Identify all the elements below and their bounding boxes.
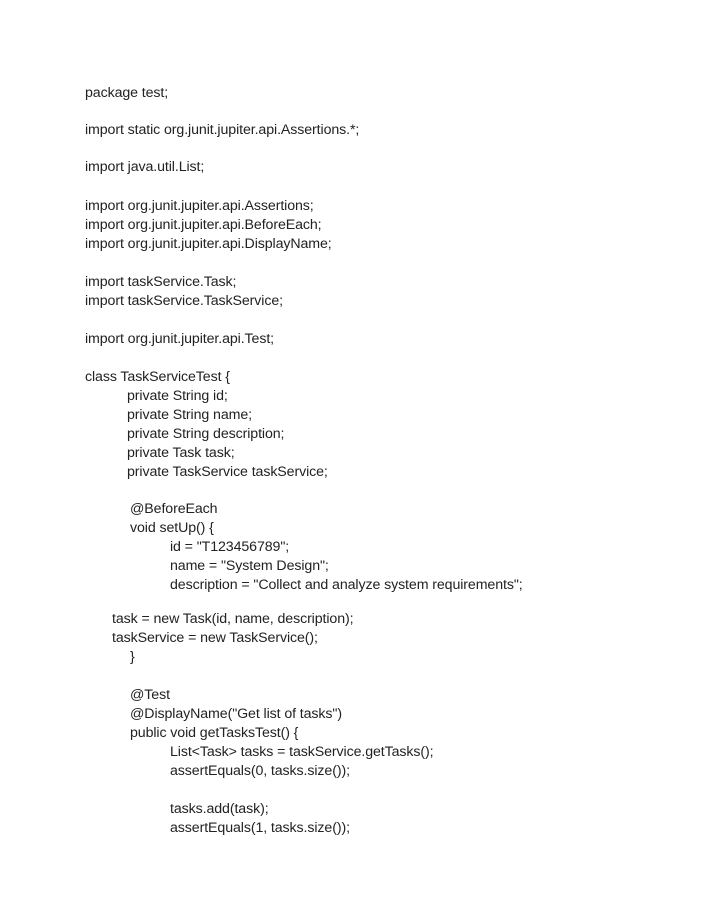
code-line: description = "Collect and analyze system requirements"; xyxy=(170,577,523,593)
code-line: @Test xyxy=(130,687,170,703)
code-line: taskService = new TaskService(); xyxy=(112,630,318,646)
code-line: import java.util.List; xyxy=(85,159,205,175)
code-line: import taskService.TaskService; xyxy=(85,293,283,309)
code-line: import org.junit.jupiter.api.Assertions; xyxy=(85,198,314,214)
code-line: private String id; xyxy=(127,388,228,404)
code-line: private String description; xyxy=(127,426,285,442)
code-line: } xyxy=(130,649,135,665)
code-line: assertEquals(0, tasks.size()); xyxy=(170,763,350,779)
code-line: private Task task; xyxy=(127,445,235,461)
code-line: List<Task> tasks = taskService.getTasks(); xyxy=(170,744,434,760)
code-line: @BeforeEach xyxy=(130,501,218,517)
code-line: import static org.junit.jupiter.api.Assertions.*; xyxy=(85,122,360,138)
code-line: import org.junit.jupiter.api.Test; xyxy=(85,331,275,347)
code-line: import taskService.Task; xyxy=(85,274,237,290)
code-line: void setUp() { xyxy=(130,520,214,536)
code-line: class TaskServiceTest { xyxy=(85,369,230,385)
code-line: import org.junit.jupiter.api.BeforeEach; xyxy=(85,217,322,233)
code-line: import org.junit.jupiter.api.DisplayName; xyxy=(85,236,332,252)
code-line: id = "T123456789"; xyxy=(170,539,290,555)
code-line: public void getTasksTest() { xyxy=(130,725,299,741)
code-line: name = "System Design"; xyxy=(170,558,329,574)
code-line: package test; xyxy=(85,85,169,101)
code-line: private String name; xyxy=(127,407,252,423)
code-line: tasks.add(task); xyxy=(170,801,269,817)
code-line: task = new Task(id, name, description); xyxy=(112,611,354,627)
code-line: assertEquals(1, tasks.size()); xyxy=(170,820,350,836)
code-line: private TaskService taskService; xyxy=(127,464,328,480)
code-line: @DisplayName("Get list of tasks") xyxy=(130,706,342,722)
